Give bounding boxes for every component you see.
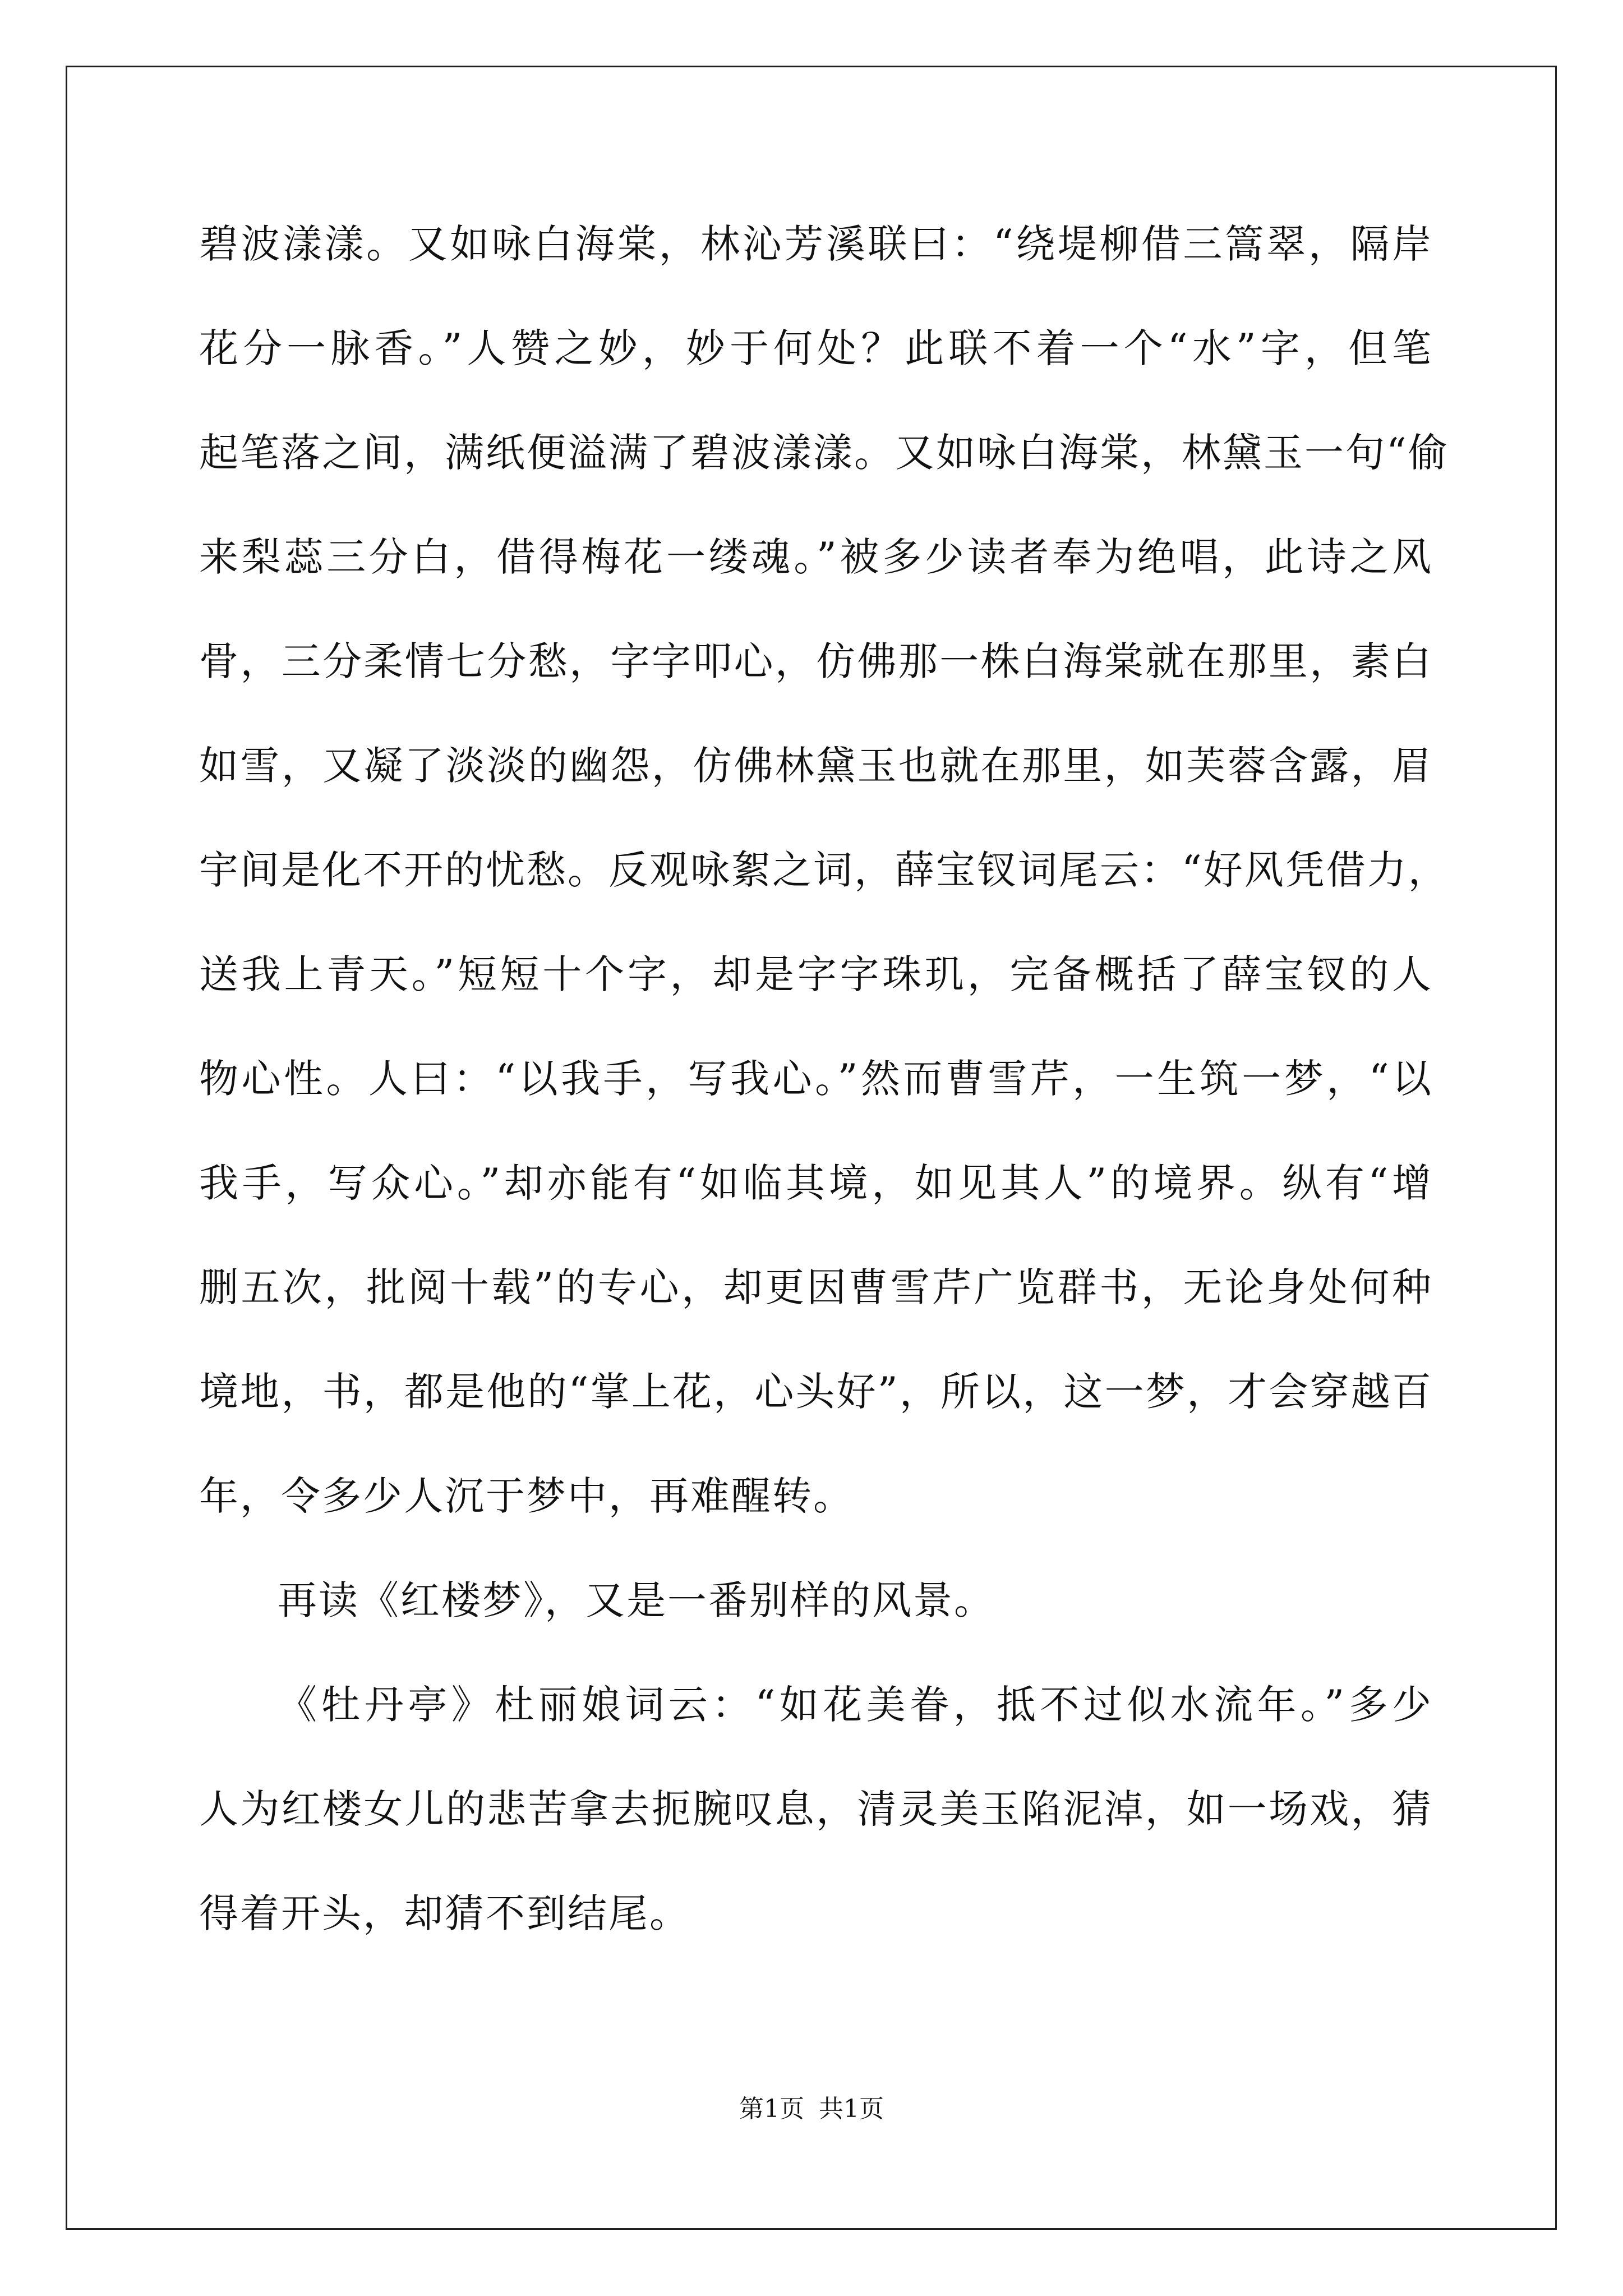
text-line: 《牡丹亭》杜丽娘词云：“如花美眷，抵不过似水流年。”多少 xyxy=(278,1682,1433,1728)
page-footer xyxy=(0,2092,1623,2126)
text-line: 起笔落之间，满纸便溢满了碧波漾漾。又如咏白海棠，林黛玉一句“偷 xyxy=(199,430,1449,476)
text-line: 境地，书，都是他的“掌上花，心头好”，所以，这一梦，才会穿越百 xyxy=(199,1369,1433,1415)
text-line: 送我上青天。”短短十个字，却是字字珠玑，完备概括了薛宝钗的人 xyxy=(199,951,1433,997)
text-line: 得着开头，却猜不到结尾。 xyxy=(199,1890,690,1936)
text-line: 再读《红楼梦》，又是一番别样的风景。 xyxy=(278,1577,995,1623)
text-line: 来梨蕊三分白，借得梅花一缕魂。”被多少读者奉为绝唱，此诗之风 xyxy=(199,534,1433,580)
text-line: 年，令多少人沉于梦中，再难醒转。 xyxy=(199,1473,854,1519)
text-line: 花分一脉香。”人赞之妙，妙于何处？此联不着一个“水”字，但笔 xyxy=(199,325,1433,371)
page-number: 第1页 xyxy=(739,2095,804,2123)
text-line: 如雪，又凝了淡淡的幽怨，仿佛林黛玉也就在那里，如芙蓉含露，眉 xyxy=(199,743,1433,789)
text-line: 我手，写众心。”却亦能有“如临其境，如见其人”的境界。纵有“增 xyxy=(199,1160,1433,1206)
page-total: 共1页 xyxy=(819,2095,884,2123)
text-line: 删五次，批阅十载”的专心，却更因曹雪芹广览群书，无论身处何种 xyxy=(199,1264,1433,1310)
text-line: 骨，三分柔情七分愁，字字叩心，仿佛那一株白海棠就在那里，素白 xyxy=(199,638,1433,684)
text-line: 物心性。人曰：“以我手，写我心。”然而曹雪芹，一生筑一梦，“以 xyxy=(199,1056,1433,1102)
text-line: 宇间是化不开的忧愁。反观咏絮之词，薛宝钗词尾云：“好风凭借力， xyxy=(199,847,1449,893)
text-line: 碧波漾漾。又如咏白海棠，林沁芳溪联曰：“绕堤柳借三篙翠，隔岸 xyxy=(199,221,1433,267)
text-line: 人为红楼女儿的悲苦拿去扼腕叹息，清灵美玉陷泥淖，如一场戏，猜 xyxy=(199,1786,1433,1832)
